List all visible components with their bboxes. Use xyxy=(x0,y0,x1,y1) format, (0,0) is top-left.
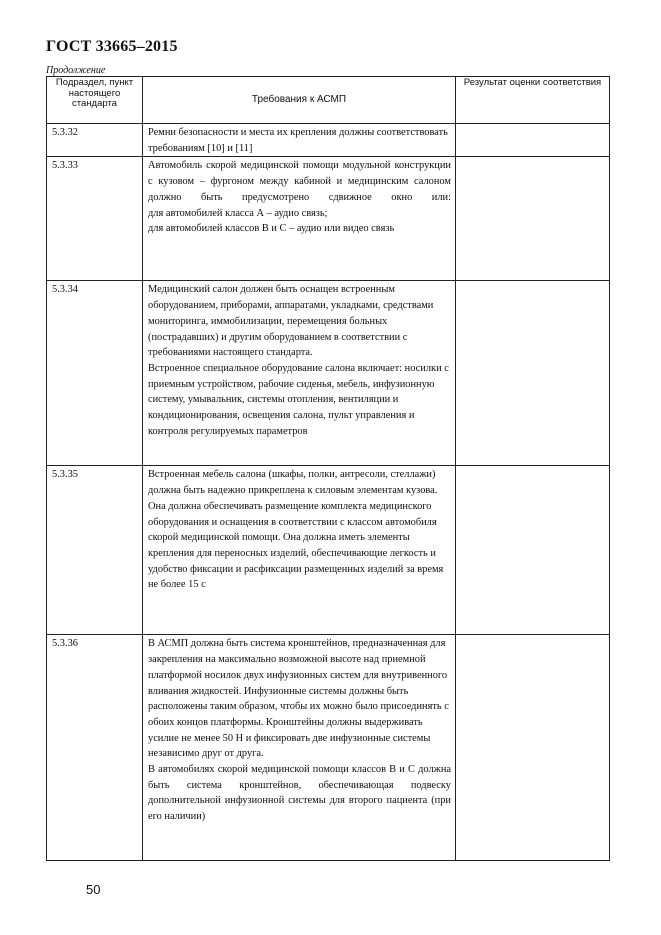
result-cell[interactable] xyxy=(456,124,610,157)
page-number: 50 xyxy=(86,882,101,897)
table-row xyxy=(47,281,610,466)
continuation-label: Продолжение xyxy=(46,65,106,76)
table-row xyxy=(47,466,610,635)
requirement-paragraph: Встроенная мебель салона (шкафы, полки, антресоли, стеллажи) должна быть надежно прикреплена к силовым элементам кузова. Она должна обеспечивать размещение комплекта медицинского оборудования и оснащения в соответствии с классом автомобиля скорой медицинской помощи. Она должна иметь элементы крепления для переносных изделий, обеспечивающие легкость и удобство фиксации и расфиксации размещенных изделий за время не более 15 с xyxy=(148,469,444,591)
column-header-requirements: Требования к АСМП xyxy=(143,77,456,124)
section-number: 5.3.36 xyxy=(47,635,143,861)
section-number: 5.3.32 xyxy=(47,124,143,157)
table-header-row xyxy=(47,77,610,124)
column-header-result: Результат оценки соответствия xyxy=(456,77,610,124)
table-row xyxy=(47,124,610,157)
requirement-paragraph: для автомобилей класса А – аудио связь; xyxy=(148,207,328,219)
result-cell[interactable] xyxy=(456,635,610,861)
section-number: 5.3.33 xyxy=(47,157,143,281)
column-header-section: Подраздел, пункт настоящего стандарта xyxy=(47,77,143,124)
requirement-text xyxy=(143,124,456,157)
requirement-paragraph: Ремни безопасности и места их крепления должны соответствовать требованиям [10] и [11] xyxy=(148,127,448,154)
table-row xyxy=(47,157,610,281)
document-title: ГОСТ 33665–2015 xyxy=(46,38,178,55)
requirement-paragraph: Автомобиль скорой медицинской помощи модульной конструкции с кузовом – фургоном между кабиной и медицинским салоном должно быть предусмотрено сдвижное окно или: xyxy=(148,160,451,203)
requirements-table xyxy=(46,76,610,861)
result-cell[interactable] xyxy=(456,157,610,281)
result-cell[interactable] xyxy=(456,281,610,466)
requirement-paragraph: В АСМП должна быть система кронштейнов, предназначенная для закрепления на максимально возможной высоте над приемной платформой носилок двух инфузионных систем для внутривенного вливания жидкостей. Инфузионные системы должны быть расположены таким образом, чтобы их можно было присоединять с обоих концов платформы. Кронштейны должны выдерживать усилие не менее 50 Н и фиксировать две инфузионные системы независимо друг от друга. xyxy=(148,638,449,760)
table-row xyxy=(47,635,610,861)
section-number: 5.3.35 xyxy=(47,466,143,635)
requirement-text xyxy=(143,466,456,635)
requirement-paragraph: Медицинский салон должен быть оснащен встроенным оборудованием, приборами, аппаратами, укладками, средствами мониторинга, иммобилизации, перемещения больных (пострадавших) и другим оборудованием в соответствии с требованиями настоящего стандарта. xyxy=(148,284,434,359)
result-cell[interactable] xyxy=(456,466,610,635)
requirement-text xyxy=(143,281,456,466)
requirement-paragraph: В автомобилях скорой медицинской помощи классов В и С должна быть система кронштейнов, обеспечивающая подвеску дополнительной инфузионной системы для второго пациента (при его наличии) xyxy=(148,764,451,823)
section-number: 5.3.34 xyxy=(47,281,143,466)
requirement-text xyxy=(143,157,456,281)
requirement-paragraph: для автомобилей классов В и С – аудио или видео связь xyxy=(148,223,395,235)
requirement-text xyxy=(143,635,456,861)
requirement-paragraph: Встроенное специальное оборудование салона включает: носилки с приемным устройством, рабочие сиденья, мебель, инфузионную систему, умывальник, системы отопления, вентиляции и кондиционирования, освещения салона, пульт управления и контроля регулируемых параметров xyxy=(148,362,449,437)
